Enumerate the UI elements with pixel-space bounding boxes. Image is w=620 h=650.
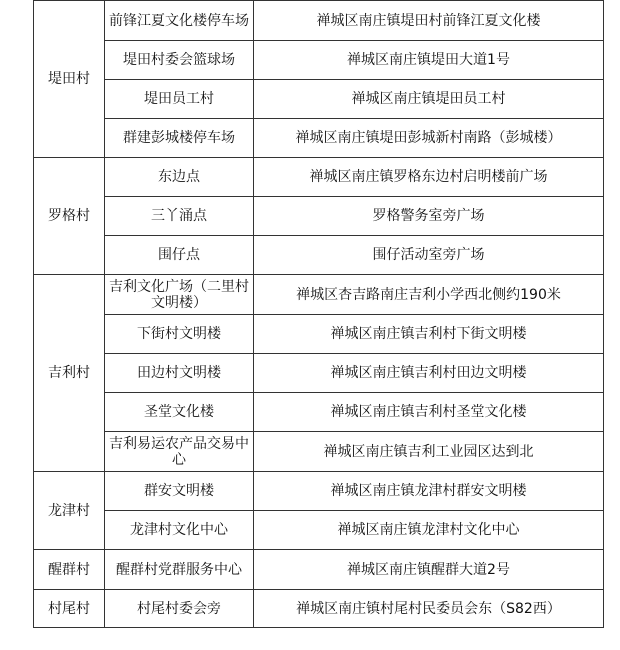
point-name: 吉利文化广场（二里村文明楼）	[105, 275, 254, 315]
village-name: 堤田村	[34, 1, 105, 158]
village-name: 村尾村	[34, 590, 105, 628]
point-name: 堤田村委会篮球场	[105, 41, 254, 80]
point-name: 围仔点	[105, 236, 254, 275]
point-name: 堤田员工村	[105, 80, 254, 119]
table-row	[34, 119, 604, 158]
point-name: 田边村文明楼	[105, 354, 254, 393]
table-row	[34, 80, 604, 119]
address: 禅城区南庄镇堤田村前锋江夏文化楼	[254, 1, 604, 41]
address: 禅城区南庄镇龙津村群安文明楼	[254, 472, 604, 511]
table-row	[34, 354, 604, 393]
point-name: 前锋江夏文化楼停车场	[105, 1, 254, 41]
point-name: 东边点	[105, 158, 254, 197]
point-name: 龙津村文化中心	[105, 511, 254, 550]
village-name: 罗格村	[34, 158, 105, 275]
address: 禅城区南庄镇吉利村下街文明楼	[254, 315, 604, 354]
address: 禅城区南庄镇吉利村田边文明楼	[254, 354, 604, 393]
address: 禅城区南庄镇堤田员工村	[254, 80, 604, 119]
table-row	[34, 315, 604, 354]
address: 禅城区南庄镇吉利村圣堂文化楼	[254, 393, 604, 432]
point-name: 群建彭城楼停车场	[105, 119, 254, 158]
address: 围仔活动室旁广场	[254, 236, 604, 275]
point-name: 圣堂文化楼	[105, 393, 254, 432]
table-row	[34, 511, 604, 550]
point-name: 村尾村委会旁	[105, 590, 254, 628]
point-name: 醒群村党群服务中心	[105, 550, 254, 590]
address: 罗格警务室旁广场	[254, 197, 604, 236]
point-name: 三丫涌点	[105, 197, 254, 236]
point-name: 下街村文明楼	[105, 315, 254, 354]
address: 禅城区南庄镇醒群大道2号	[254, 550, 604, 590]
address: 禅城区南庄镇村尾村民委员会东（S82西）	[254, 590, 604, 628]
table-row	[34, 590, 604, 628]
table-row	[34, 1, 604, 41]
table-row	[34, 197, 604, 236]
address: 禅城区南庄镇堤田彭城新村南路（彭城楼）	[254, 119, 604, 158]
village-name: 醒群村	[34, 550, 105, 590]
table-row	[34, 432, 604, 472]
address: 禅城区南庄镇罗格东边村启明楼前广场	[254, 158, 604, 197]
site-table	[33, 0, 604, 628]
address: 禅城区杏吉路南庄吉利小学西北侧约190米	[254, 275, 604, 315]
address: 禅城区南庄镇龙津村文化中心	[254, 511, 604, 550]
table-row	[34, 158, 604, 197]
address: 禅城区南庄镇吉利工业园区达到北	[254, 432, 604, 472]
table-row	[34, 41, 604, 80]
table-row	[34, 472, 604, 511]
table-row	[34, 393, 604, 432]
address: 禅城区南庄镇堤田大道1号	[254, 41, 604, 80]
table-row	[34, 550, 604, 590]
village-name: 吉利村	[34, 275, 105, 472]
table-row	[34, 275, 604, 315]
village-name: 龙津村	[34, 472, 105, 550]
point-name: 吉利易运农产品交易中心	[105, 432, 254, 472]
point-name: 群安文明楼	[105, 472, 254, 511]
table-row	[34, 236, 604, 275]
